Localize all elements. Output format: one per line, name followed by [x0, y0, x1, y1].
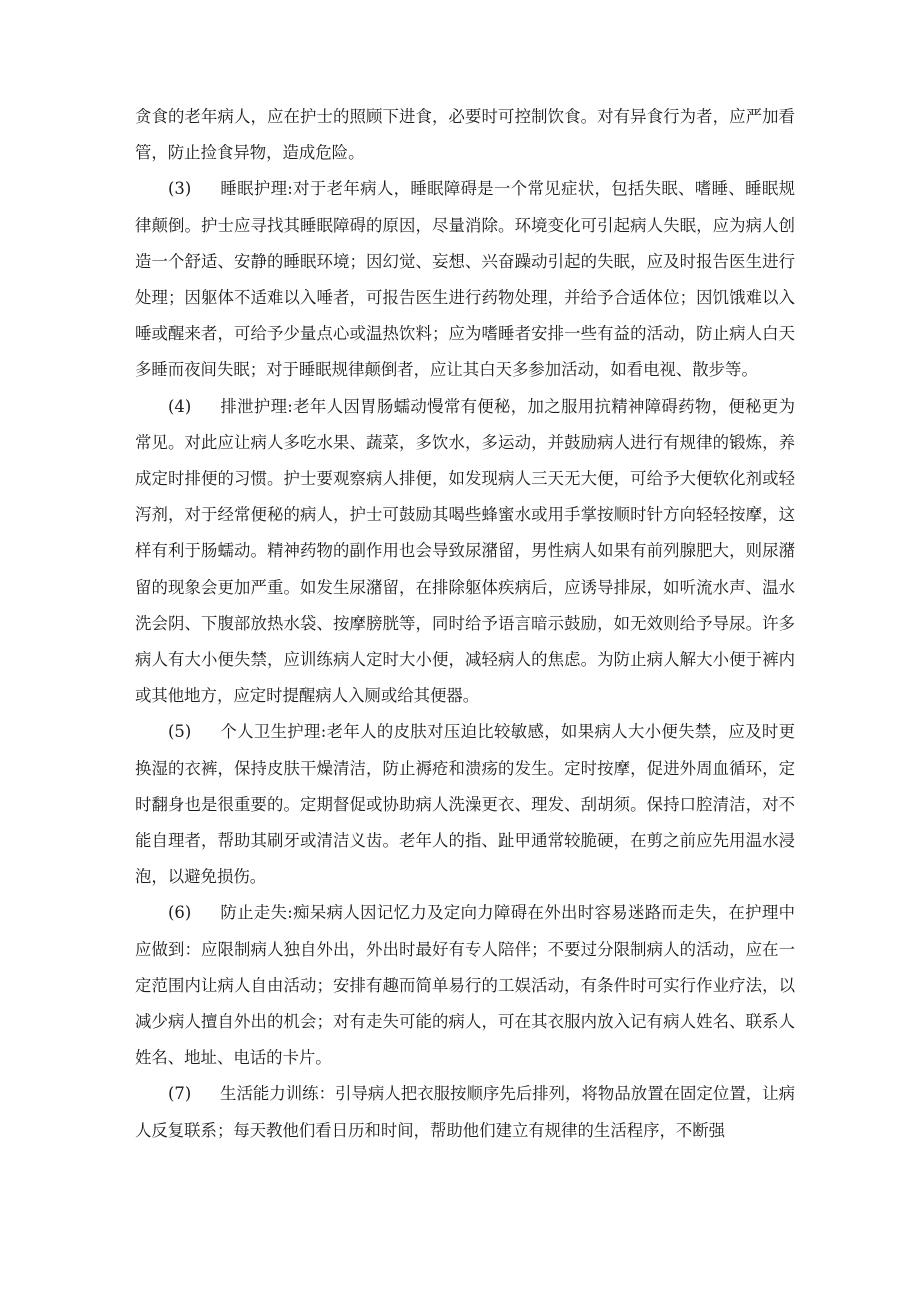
- item-title: 排泄护理:: [220, 396, 293, 416]
- paragraph-text: 老年人的皮肤对压迫比较敏感，如果病人大小便失禁，应及时更换湿的衣裤，保持皮肤干燥清洁，防止褥疮和溃疡的发生。定时按摩，促进外周血循环，定时翻身也是很重要的。定期督促或协助病人洗澡更衣、理发、刮胡须。保持口腔清洁，对不能自理者，帮助其刷牙或清洁义齿。老年人的指、趾甲通常较脆硬，在剪之前应先用温水浸泡，以避免损伤。: [135, 722, 795, 887]
- paragraph-hygiene-care: [135, 714, 795, 895]
- paragraph-sleep-care: [135, 171, 795, 388]
- paragraph-text: 痴呆病人因记忆力及定向力障碍在外出时容易迷路而走失，在护理中应做到：应限制病人独自外出，外出时最好有专人陪伴；不要过分限制病人的活动，应在一定范围内让病人自由活动；安排有趣而简单易行的工娱活动，有条件时可实行作业疗法，以减少病人擅自外出的机会；对有走失可能的病人，可在其衣服内放入记有病人姓名、联系人姓名、地址、电话的卡片。: [135, 903, 795, 1068]
- item-title: 睡眠护理:: [220, 179, 293, 199]
- paragraph-text: 贪食的老年病人，应在护士的照顾下进食，必要时可控制饮食。对有异食行为者，应严加看管，防止捡食异物，造成危险。: [135, 107, 795, 163]
- paragraph-diet-continued: [135, 99, 795, 171]
- paragraph-text: 老年人因胃肠蠕动慢常有便秘，加之服用抗精神障碍药物，便秘更为常见。对此应让病人多吃水果、蔬菜，多饮水，多运动，并鼓励病人进行有规律的锻炼，养成定时排便的习惯。护士要观察病人排便，如发现病人三天无大便，可给予大便软化剂或轻泻剂，对于经常便秘的病人，护士可鼓励其喝些蜂蜜水或用手掌按顺时针方向轻轻按摩，这样有利于肠蠕动。精神药物的副作用也会导致尿潴留，男性病人如果有前列腺肥大，则尿潴留的现象会更加严重。如发生尿潴留，在排除躯体疾病后，应诱导排尿，如听流水声、温水洗会阴、下腹部放热水袋、按摩膀胱等，同时给予语言暗示鼓励，如无效则给予导尿。许多病人有大小便失禁，应训练病人定时大小便，减轻病人的焦虑。为防止病人解大小便于裤内或其他地方，应定时提醒病人入厕或给其便器。: [135, 396, 795, 706]
- item-number: (3): [168, 179, 192, 199]
- paragraph-prevent-wandering: [135, 895, 795, 1076]
- item-number: (5): [168, 722, 192, 742]
- item-number: (6): [168, 903, 192, 923]
- item-number: (4): [168, 396, 192, 416]
- paragraph-life-skills-training: [135, 1076, 795, 1148]
- document-body: [135, 99, 795, 1149]
- item-title: 生活能力训练：: [220, 1084, 336, 1104]
- item-title: 防止走失:: [220, 903, 293, 923]
- item-title: 个人卫生护理:: [220, 722, 327, 742]
- item-number: (7): [168, 1084, 192, 1104]
- paragraph-text: 引导病人把衣服按顺序先后排列，将物品放置在固定位置，让病人反复联系；每天教他们看日历和时间，帮助他们建立有规律的生活程序，不断强: [135, 1084, 796, 1140]
- paragraph-excretion-care: [135, 389, 795, 715]
- paragraph-text: 对于老年病人，睡眠障碍是一个常见症状，包括失眠、嗜睡、睡眠规律颠倒。护士应寻找其睡眠障碍的原因，尽量消除。环境变化可引起病人失眠，应为病人创造一个舒适、安静的睡眠环境；因幻觉、妄想、兴奋躁动引起的失眠，应及时报告医生进行处理；因躯体不适难以入唾者，可报告医生进行药物处理，并给予合适体位；因饥饿难以入唾或醒来者，可给予少量点心或温热饮料；应为嗜睡者安排一些有益的活动，防止病人白天多睡而夜间失眠；对于睡眠规律颠倒者，应让其白天多参加活动，如看电视、散步等。: [135, 179, 795, 380]
